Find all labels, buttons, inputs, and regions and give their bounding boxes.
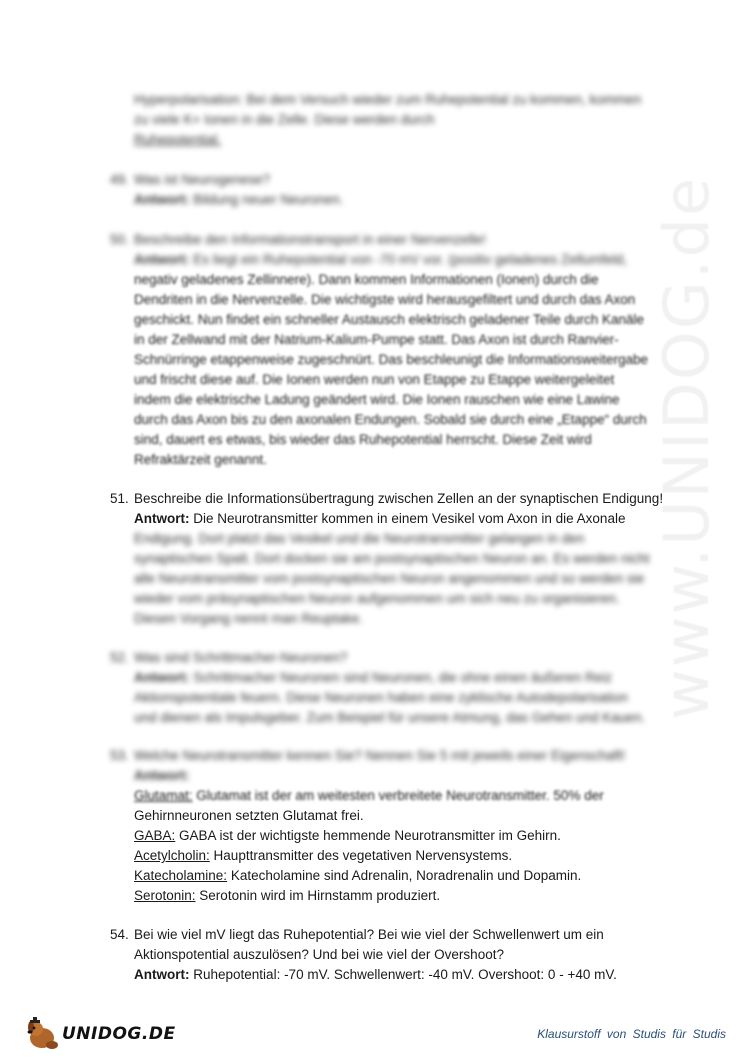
definition: Serotonin wird im Hirnstamm produziert.: [195, 888, 441, 903]
answer-52-line-2: Aktionspotentiale feuern. Diese Neuronen haben eine zyklische Autodepolarisation: [134, 690, 628, 705]
answer-54: [134, 965, 617, 985]
answer-50-line-11: Refraktärzeit genannt.: [134, 452, 267, 467]
answer-51-line-6: Diesen Vorgang nennt man Reuptake.: [134, 611, 363, 626]
answer-50-line-7: und frischt diese auf. Die Ionen werden nun von Etappe zu Etappe weitergeleitet: [134, 372, 615, 387]
answer-50-line-10: sind, dauert es etwas, bis wieder das Ruhepotential herrscht. Diese Zeit wird: [134, 432, 592, 447]
logo-text: UNIDOG.DE: [62, 1024, 176, 1044]
answer-53-item-5: [134, 886, 440, 906]
watermark: www.UNIDOG.de: [650, 176, 723, 720]
question-number: 54.: [110, 927, 129, 942]
answer-50-line-4: geschickt. Nun findet ein schneller Austausch elektrisch geladener Teile durch Kanäle: [134, 312, 645, 327]
term: Glutamat:: [134, 788, 193, 803]
question-number: 53.: [110, 748, 129, 763]
answer-49: [134, 190, 343, 210]
answer-51-line-3: synaptischen Spalt. Dort docken sie am postsynaptischen Neuron an. Es werden nicht: [134, 551, 650, 566]
answer-53-item-1: [134, 786, 604, 806]
answer-53-item-4: [134, 866, 581, 886]
top-line-2: zu viele K+ Ionen in die Zelle. Diese werden durch: [134, 112, 435, 127]
term: Acetylcholin:: [134, 848, 210, 863]
question-51: [110, 489, 663, 509]
term: Serotonin:: [134, 888, 196, 903]
term: GABA:: [134, 828, 176, 843]
answer-53-item-3: [134, 846, 512, 866]
answer-label: Antwort:: [134, 252, 190, 267]
question-number: 51.: [110, 491, 129, 506]
definition: Gehirnneuronen setzten Glutamat frei.: [134, 808, 364, 823]
answer-text: Ruhepotential: -70 mV. Schwellenwert: -40 mV. Overshoot: 0 - +40 mV.: [193, 967, 617, 982]
answer-51-line-5: wieder vom präsynaptischen Neuron aufgenommen um sich neu zu organisieren.: [134, 591, 620, 606]
answer-50-line-8: indem die elektrische Ladung geändert wird. Die Ionen rauschen wie eine Lawine: [134, 392, 620, 407]
question-53: [110, 746, 625, 766]
top-line-3: Ruhepotential.: [134, 132, 222, 147]
question-52: [110, 648, 347, 668]
answer-50-line-1: [134, 250, 627, 270]
dog-mascot-icon: [22, 1016, 66, 1052]
answer-53-label: [134, 766, 189, 786]
answer-51-line-2: Endigung. Dort platzt das Vesikel und die Neurotransmitter gelangen in den: [134, 531, 585, 546]
answer-text: Die Neurotransmitter kommen in einem Vesikel vom Axon in die Axonale: [193, 511, 626, 526]
answer-text: Bildung neuer Neuronen.: [193, 192, 344, 207]
question-text: Was sind Schrittmacher-Neuronen?: [134, 650, 348, 665]
unidog-logo: [22, 1016, 182, 1052]
term: Katecholamine:: [134, 868, 228, 883]
answer-text: Schrittmacher Neuronen sind Neuronen, die ohne einen äußeren Reiz: [193, 670, 613, 685]
answer-label: Antwort:: [134, 670, 190, 685]
question-number: 52.: [110, 650, 129, 665]
answer-50-line-9: durch das Axon bis zu den axonalen Endungen. Sobald sie durch eine „Etappe“ durch: [134, 412, 647, 427]
answer-53-item-1b: [134, 806, 364, 826]
answer-51-line-4: alle Neurotransmitter vom postsynaptischen Neuron angenommen und so werden sie: [134, 571, 645, 586]
question-49: [110, 170, 270, 190]
answer-label: Antwort:: [134, 768, 190, 783]
answer-label: Antwort:: [134, 192, 190, 207]
question-54-line-2: Aktionspotential auszulösen? Und bei wie viel der Overshoot?: [134, 947, 504, 962]
footer-tagline: Klausurstoff von Studis für Studis: [537, 1027, 726, 1041]
answer-50-line-2: negativ geladenes Zellinnere). Dann kommen Informationen (Ionen) durch die: [134, 272, 599, 287]
question-text: Beschreibe den Informationstransport in einer Nervenzelle!: [134, 232, 486, 247]
answer-51-line-1: [134, 509, 625, 529]
answer-label: Antwort:: [134, 967, 190, 982]
question-54: [110, 925, 604, 945]
answer-50-line-3: Dendriten in die Nervenzelle. Die wichtigste wird herausgefiltert und durch das Axon: [134, 292, 636, 307]
question-number: 49.: [110, 172, 129, 187]
question-text: Bei wie viel mV liegt das Ruhepotential? Bei wie viel der Schwellenwert um ein: [134, 927, 604, 942]
answer-52-line-1: [134, 668, 612, 688]
question-number: 50.: [110, 232, 129, 247]
answer-50-line-6: Schnürringe etappenweise zugeschnürt. Das beschleunigt die Informationsweitergabe: [134, 352, 649, 367]
definition: Glutamat ist der am weitesten verbreitete Neurotransmitter. 50% der: [192, 788, 604, 803]
definition: GABA ist der wichtigste hemmende Neurotransmitter im Gehirn.: [175, 828, 561, 843]
answer-text: Es liegt ein Ruhepotential von -70 mV vor. (positiv geladenes Zellumfeld,: [193, 252, 627, 267]
answer-52-line-3: und dienen als Impulsgeber. Zum Beispiel für unsere Atmung, das Gehen und Kauen.: [134, 710, 646, 725]
question-text: Welche Neurotransmitter kennen Sie? Nennen Sie 5 mit jeweils einer Eigenschaft!: [134, 748, 626, 763]
answer-50-line-5: in der Zellwand mit der Natrium-Kalium-Pumpe statt. Das Axon ist durch Ranvier-: [134, 332, 619, 347]
question-50: [110, 230, 486, 250]
question-text: Beschreibe die Informationsübertragung zwischen Zellen an der synaptischen Endigung!: [134, 491, 664, 506]
answer-53-item-2: [134, 826, 561, 846]
top-line-1: Hyperpolarisation: Bei dem Versuch wieder zum Ruhepotential zu kommen, kommen: [134, 92, 642, 107]
definition: Haupttransmitter des vegetativen Nervensystems.: [209, 848, 513, 863]
answer-label: Antwort:: [134, 511, 190, 526]
definition: Katecholamine sind Adrenalin, Noradrenalin und Dopamin.: [227, 868, 582, 883]
question-text: Was ist Neurogenese?: [134, 172, 271, 187]
